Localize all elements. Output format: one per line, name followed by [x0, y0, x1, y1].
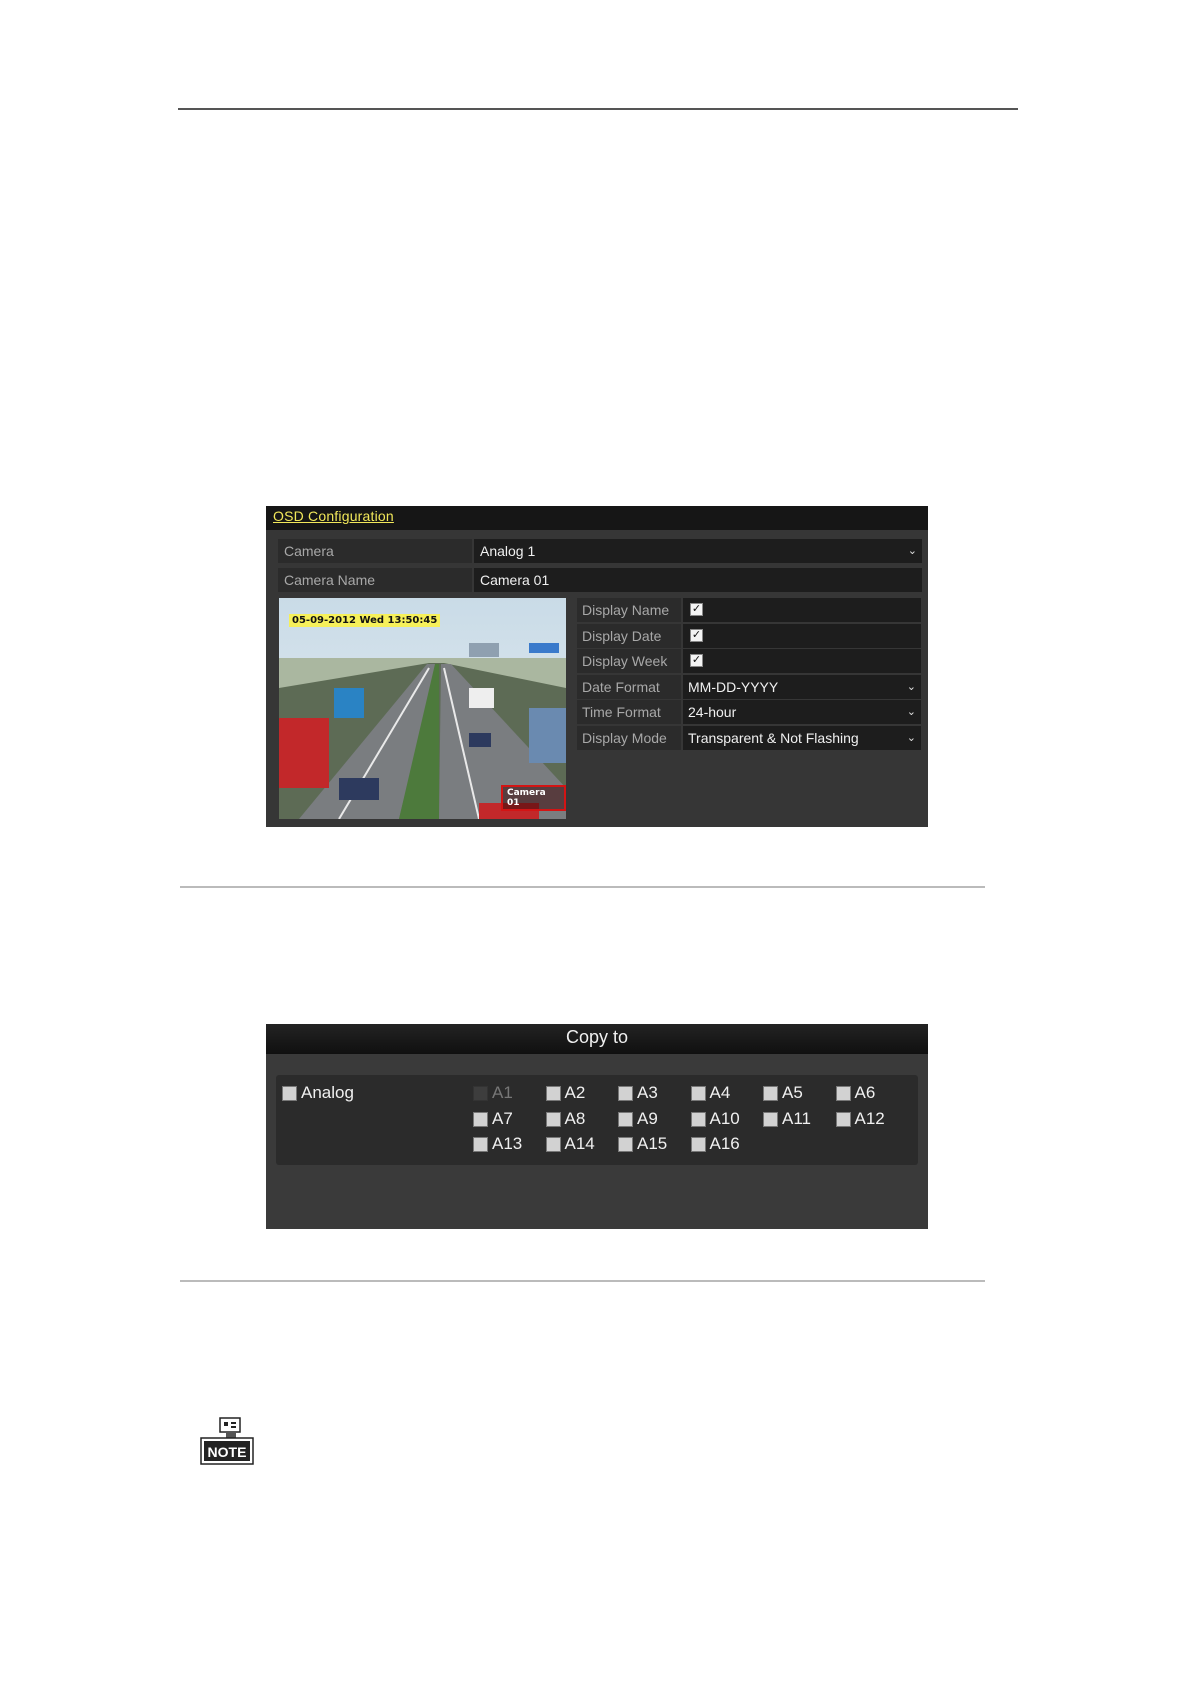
- setting-row: [577, 675, 921, 699]
- channel-checkbox[interactable]: [618, 1112, 633, 1127]
- camera-name-row: [278, 568, 922, 592]
- chevron-down-icon: ⌄: [906, 680, 916, 693]
- setting-row: [577, 624, 921, 648]
- note-icon-text: NOTE: [207, 1444, 247, 1460]
- osd-titlebar: [266, 506, 928, 530]
- channel-label: A6: [854, 1083, 876, 1102]
- camera-select-value: Analog 1: [480, 543, 536, 559]
- analog-group-label: Analog: [301, 1083, 354, 1102]
- copy-to-titlebar: [266, 1024, 928, 1054]
- copy-to-title: Copy to: [565, 1027, 629, 1047]
- channel-checkbox[interactable]: [473, 1112, 488, 1127]
- checkbox[interactable]: ✓: [691, 628, 702, 641]
- camera-select[interactable]: [474, 539, 922, 563]
- channel-label: A9: [637, 1108, 658, 1128]
- channel-label: A3: [637, 1083, 658, 1102]
- channel-label: A13: [492, 1134, 523, 1153]
- setting-checkbox-cell[interactable]: [683, 624, 921, 648]
- analog-group-checkbox[interactable]: [282, 1086, 297, 1101]
- channel-checkbox: [473, 1086, 488, 1101]
- setting-label: Display Date: [577, 624, 681, 648]
- setting-row: [577, 726, 921, 750]
- channel-label: A14: [564, 1134, 595, 1153]
- checkbox[interactable]: ✓: [691, 654, 702, 666]
- channel-checkbox[interactable]: [618, 1086, 633, 1101]
- channel-checkbox[interactable]: [473, 1137, 488, 1152]
- setting-row: [577, 700, 921, 724]
- date-overlay[interactable]: 05-09-2012 Wed 13:50:45: [289, 614, 440, 627]
- channel-checkbox[interactable]: [691, 1086, 706, 1101]
- channel-checkbox[interactable]: [691, 1137, 706, 1152]
- chevron-down-icon: ⌄: [907, 545, 917, 557]
- chevron-down-icon: ⌄: [906, 731, 916, 744]
- section-divider: [180, 886, 985, 888]
- chevron-down-icon: ⌄: [906, 706, 916, 718]
- channel-checkbox[interactable]: [836, 1086, 851, 1101]
- camera-name-input[interactable]: Camera 01: [474, 568, 922, 592]
- section-divider: [180, 1280, 985, 1282]
- setting-label: Display Week: [577, 649, 681, 673]
- channel-label: A11: [782, 1108, 811, 1128]
- osd-configuration-panel: [266, 506, 928, 827]
- channel-label: A1: [492, 1083, 513, 1102]
- setting-checkbox-cell[interactable]: [683, 598, 921, 622]
- channel-checkbox[interactable]: [763, 1086, 778, 1101]
- camera-row: [278, 539, 922, 563]
- channel-checkbox[interactable]: [763, 1112, 778, 1127]
- channel-label: A5: [782, 1083, 803, 1102]
- channel-checkbox[interactable]: [691, 1112, 706, 1127]
- channel-label: A16: [709, 1134, 740, 1153]
- camera-preview[interactable]: [279, 598, 566, 819]
- channel-checkbox[interactable]: [546, 1112, 561, 1127]
- setting-select[interactable]: [683, 675, 921, 699]
- setting-select-value: 24-hour: [688, 704, 737, 720]
- channel-label: A12: [854, 1108, 885, 1128]
- channel-label: A7: [492, 1108, 513, 1128]
- channel-label: A15: [637, 1134, 668, 1153]
- channel-label: A10: [709, 1108, 740, 1128]
- channel-checkbox[interactable]: [546, 1086, 561, 1101]
- setting-row: [577, 649, 921, 673]
- channel-checkbox[interactable]: [546, 1137, 561, 1152]
- camera-name-label: Camera Name: [278, 568, 472, 592]
- header-rule: [178, 108, 1018, 110]
- channel-label: A2: [564, 1083, 586, 1102]
- camera-label: Camera: [278, 539, 472, 563]
- setting-row: [577, 598, 921, 622]
- setting-checkbox-cell[interactable]: [683, 649, 921, 673]
- checkbox[interactable]: ✓: [691, 603, 702, 615]
- setting-label: Display Name: [577, 598, 681, 622]
- channel-label: A4: [709, 1083, 731, 1102]
- note-icon: [198, 1417, 256, 1467]
- setting-select-value: Transparent & Not Flashing: [688, 729, 859, 746]
- setting-label: Time Format: [577, 700, 681, 724]
- setting-select[interactable]: [683, 700, 921, 724]
- copy-to-dialog: [266, 1024, 928, 1229]
- channel-checkbox[interactable]: [836, 1112, 851, 1127]
- osd-title[interactable]: OSD Configuration: [273, 508, 394, 524]
- channel-group: [276, 1075, 918, 1165]
- setting-label: Display Mode: [577, 726, 681, 750]
- setting-select-value: MM-DD-YYYY: [688, 678, 779, 695]
- channel-label: A8: [564, 1108, 586, 1128]
- camera-name-overlay[interactable]: Camera 01: [501, 785, 566, 811]
- setting-label: Date Format: [577, 675, 681, 699]
- setting-select[interactable]: [683, 726, 921, 750]
- channel-checkbox[interactable]: [618, 1137, 633, 1152]
